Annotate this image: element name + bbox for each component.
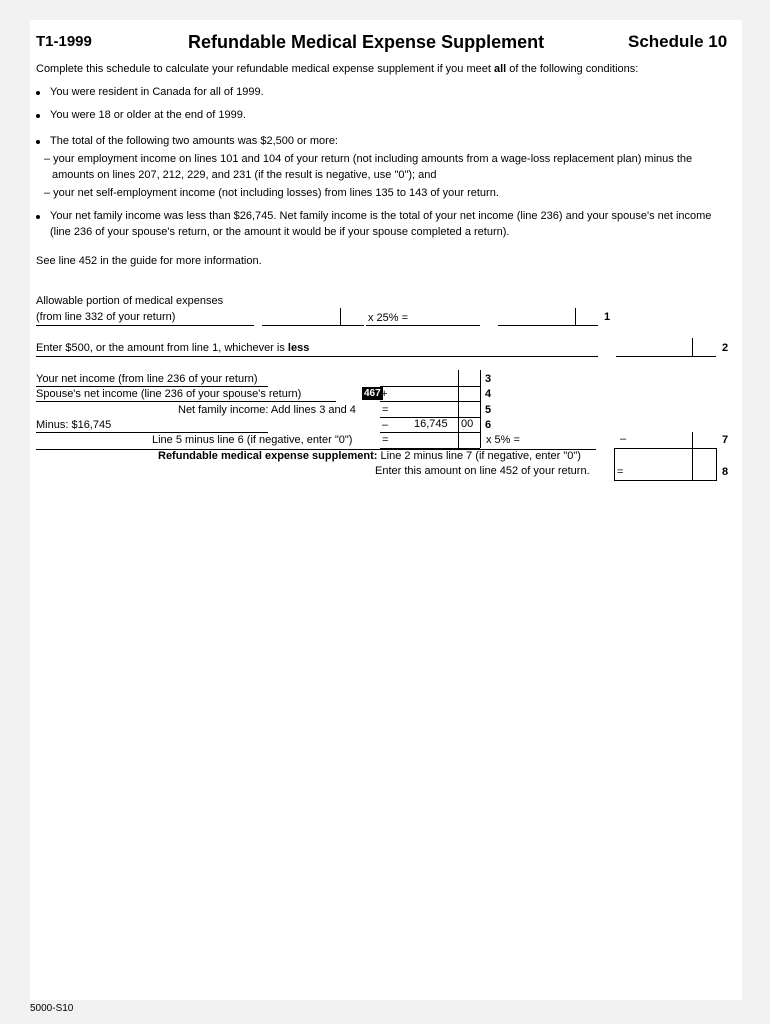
line4-input[interactable] [380,386,480,401]
intro-text [36,63,638,75]
line3-label: Your net income (from line 236 of your return) [36,373,258,385]
intro-tail: of the following conditions: [509,63,639,75]
line8-label-text: Line 2 minus line 7 (if negative, enter "0") [380,450,581,462]
line2-label-text: Enter $500, or the amount from line 1, whichever is [36,342,285,354]
line6-label: Minus: $16,745 [36,419,112,431]
line5-operator: = [382,404,389,416]
line1-input[interactable] [262,308,362,325]
line2-cents-divider [692,338,693,356]
line4-operator: + [381,388,388,400]
form-code: 5000-S10 [30,1003,74,1014]
line8-label [158,450,581,462]
condition-income-self-employment: – your net self-employment income (not including losses) from lines 135 to 143 of your return. [44,187,499,199]
line7-minus-operator: – [620,433,627,445]
line6-number: 6 [485,419,492,431]
line1-label-a: Allowable portion of medical expenses [36,295,224,307]
intro-bold: all [494,63,507,75]
line8-cents-divider [692,449,693,480]
line2-label-underline [36,356,598,357]
line8-instruction: Enter this amount on line 452 of your return. [375,465,590,477]
form-page [30,20,742,1000]
lines3-6-right-edge [480,370,481,448]
see-guide-note: See line 452 in the guide for more information. [36,255,262,267]
line5-label: Net family income: Add lines 3 and 4 [178,404,356,416]
line1-cents-divider [340,308,341,325]
line2-input-underline [616,356,716,357]
condition-family-income-cont: (line 236 of your spouse's return, or the amount it would be if your spouse completed a return). [50,226,510,238]
line7-result-input[interactable] [616,432,716,448]
line1-input-underline [262,325,364,326]
line5-input[interactable] [392,402,480,417]
line1-label-b: (from line 332 of your return) [36,311,176,323]
line6-cents: 00 [461,418,474,430]
line6-operator: – [382,419,389,431]
line3-label-underline [36,386,268,387]
line3-number: 3 [485,373,492,385]
condition-income: The total of the following two amounts was $2,500 or more: [50,135,338,147]
form-id: T1-1999 [36,33,92,50]
line2-number: 2 [722,342,729,354]
condition-family-income: Your net family income was less than $26,745. Net family income is the total of your net income (line 236) and your spouse's net income [50,210,712,222]
line1-label-underline [36,325,254,326]
condition-income-employment: – your employment income on lines 101 and 104 of your return (not including amounts from a wage-loss replacement plan) minus the [44,153,693,165]
line8-operator: = [617,466,624,478]
condition-age: You were 18 or older at the end of 1999. [50,109,246,121]
line1-result-cents-divider [575,308,576,325]
schedule-label: Schedule 10 [628,32,728,51]
line3-input[interactable] [380,370,480,386]
line8-label-bold: Refundable medical expense supplement: [158,450,378,462]
condition-income-employment-cont: amounts on lines 207, 212, 229, and 231 (if the result is negative, use "0"); and [52,169,437,181]
line4-label-underline [36,401,336,402]
line7-operator: = [382,434,389,446]
line7-number: 7 [722,434,729,446]
line6-value: 16,745 [414,418,448,430]
line1-result-input[interactable] [498,308,598,325]
line5-number: 5 [485,404,492,416]
line4-code-badge: 467 [364,388,381,399]
line8-result-box[interactable] [614,448,717,481]
line2-label [36,342,309,354]
line7-label: Line 5 minus line 6 (if negative, enter "0") [152,434,353,446]
line1-mult-underline [366,325,480,326]
line1-result-underline [498,325,598,326]
form-title: Refundable Medical Expense Supplement [188,32,545,52]
line7-cents-divider [692,432,693,448]
line7-input[interactable] [392,432,480,448]
line2-label-bold: less [287,342,310,354]
line2-input[interactable] [616,338,716,356]
line1-number: 1 [604,311,611,323]
condition-residency: You were resident in Canada for all of 1999. [50,86,264,98]
line7-multiplier: x 5% = [486,434,520,446]
line8-number: 8 [722,466,729,478]
line4-label: Spouse's net income (line 236 of your spouse's return) [36,388,302,400]
line1-multiplier: x 25% = [368,312,409,324]
intro-main: Complete this schedule to calculate your refundable medical expense supplement if you meet [36,63,491,75]
line6-label-underline [36,432,268,433]
line4-number: 4 [485,388,492,400]
